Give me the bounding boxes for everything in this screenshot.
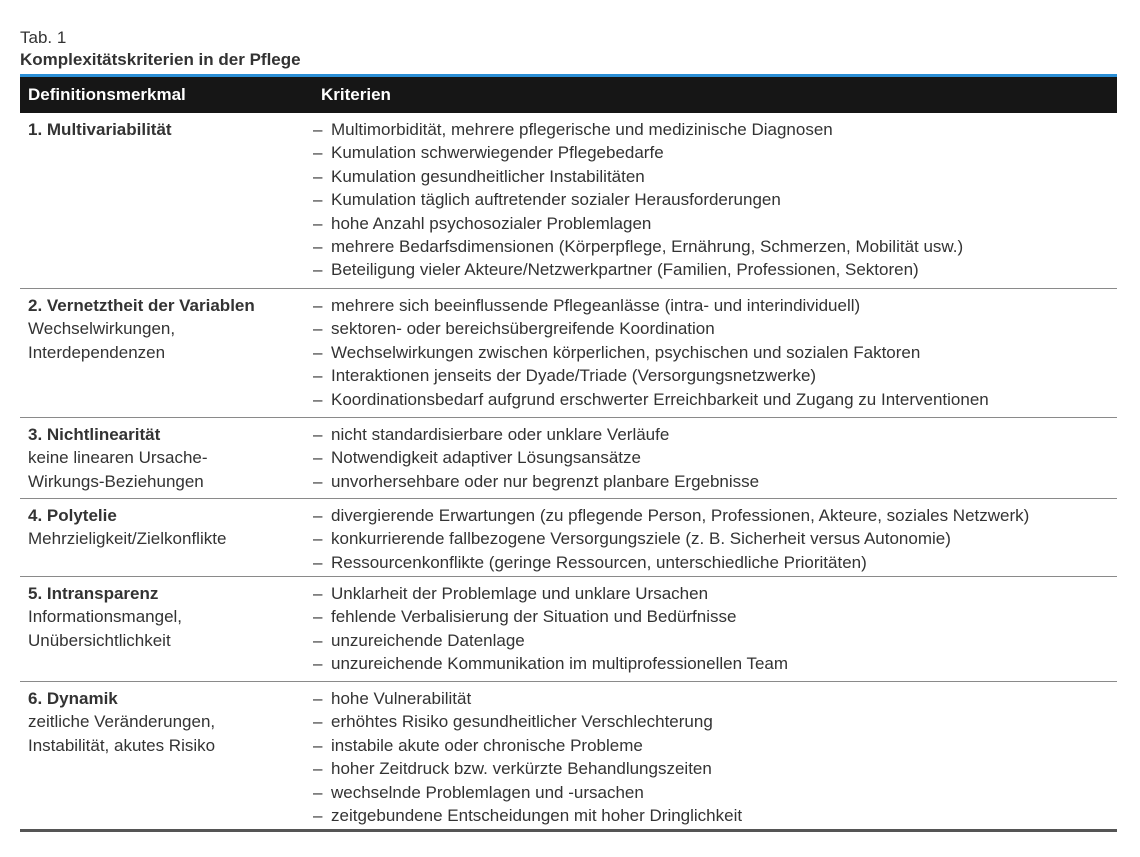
bullet-dash: – xyxy=(313,471,323,491)
definition-cell xyxy=(20,118,313,288)
bullet-dash: – xyxy=(313,296,323,315)
definition-subtitle: Interdependenzen xyxy=(28,342,166,362)
criteria-text: fehlende Verbalisierung der Situation und Bedürfnisse xyxy=(331,607,737,627)
criteria-item xyxy=(313,551,1117,574)
criteria-cell xyxy=(313,687,1117,834)
criteria-text: unvorhersehbare oder nur begrenzt planbare Ergebnisse xyxy=(331,471,760,491)
criteria-text: Notwendigkeit adaptiver Lösungsansätze xyxy=(331,448,641,468)
criteria-text: Ressourcenkonflikte (geringe Ressourcen, unterschiedliche Prioritäten) xyxy=(331,552,867,572)
bullet-dash: – xyxy=(313,190,323,210)
criteria-item xyxy=(313,652,1117,675)
criteria-text: konkurrierende fallbezogene Versorgungsziele (z. B. Sicherheit versus Autonomie) xyxy=(331,529,951,549)
bullet-dash: – xyxy=(313,260,323,280)
table-header xyxy=(20,77,1117,113)
criteria-item xyxy=(313,504,1117,527)
table-row xyxy=(20,682,1117,834)
criteria-item xyxy=(313,687,1117,710)
bullet-dash: – xyxy=(313,366,323,386)
criteria-item xyxy=(313,118,1117,141)
criteria-text: hohe Vulnerabilität xyxy=(331,689,472,708)
criteria-item xyxy=(313,388,1117,411)
definition-subtitle: Instabilität, akutes Risiko xyxy=(28,735,216,755)
bullet-dash: – xyxy=(313,529,323,549)
definition-subtitle: Mehrzieligkeit/Zielkonflikte xyxy=(28,529,227,549)
table-row xyxy=(20,499,1117,577)
criteria-item xyxy=(313,141,1117,164)
criteria-item xyxy=(313,317,1117,340)
table-row xyxy=(20,113,1117,289)
table-row xyxy=(20,418,1117,499)
criteria-text: hoher Zeitdruck bzw. verkürzte Behandlungszeiten xyxy=(331,759,712,779)
bullet-dash: – xyxy=(313,213,323,233)
criteria-item xyxy=(313,804,1117,827)
definition-subtitle: Unübersichtlichkeit xyxy=(28,630,171,650)
criteria-text: Kumulation gesundheitlicher Instabilitäten xyxy=(331,166,645,186)
table-row xyxy=(20,289,1117,418)
criteria-item xyxy=(313,470,1117,493)
criteria-text: Interaktionen jenseits der Dyade/Triade (Versorgungsnetzwerke) xyxy=(331,366,817,386)
criteria-cell xyxy=(313,582,1117,681)
criteria-text: mehrere sich beeinflussende Pflegeanlässe (intra- und interindividuell) xyxy=(331,296,861,315)
table-body xyxy=(20,113,1117,834)
criteria-text: Koordinationsbedarf aufgrund erschwerter Erreichbarkeit und Zugang zu Interventionen xyxy=(331,389,989,409)
definition-title: 6. Dynamik xyxy=(28,689,118,708)
bullet-dash: – xyxy=(313,607,323,627)
criteria-item xyxy=(313,605,1117,628)
bullet-dash: – xyxy=(313,735,323,755)
definition-cell xyxy=(20,582,313,681)
criteria-item xyxy=(313,258,1117,281)
bullet-dash: – xyxy=(313,342,323,362)
definition-title: 1. Multivariabilität xyxy=(28,120,172,139)
table-caption xyxy=(20,27,301,71)
definition-title: 3. Nichtlinearität xyxy=(28,425,161,444)
criteria-text: erhöhtes Risiko gesundheitlicher Verschlechterung xyxy=(331,712,713,732)
bullet-dash: – xyxy=(313,506,323,525)
bullet-dash: – xyxy=(313,319,323,339)
definition-cell xyxy=(20,423,313,498)
criteria-item xyxy=(313,710,1117,733)
bullet-dash: – xyxy=(313,806,323,826)
definition-subtitle: keine linearen Ursache- xyxy=(28,448,208,468)
criteria-item xyxy=(313,446,1117,469)
definition-subtitle: Wechselwirkungen, xyxy=(28,319,176,339)
bullet-dash: – xyxy=(313,584,323,603)
criteria-item xyxy=(313,341,1117,364)
criteria-item xyxy=(313,165,1117,188)
criteria-text: instabile akute oder chronische Probleme xyxy=(331,735,643,755)
bullet-dash: – xyxy=(313,654,323,674)
criteria-cell xyxy=(313,294,1117,417)
criteria-item xyxy=(313,235,1117,258)
bullet-dash: – xyxy=(313,237,323,257)
criteria-text: Multimorbidität, mehrere pflegerische und medizinische Diagnosen xyxy=(331,120,833,139)
bullet-dash: – xyxy=(313,759,323,779)
criteria-item xyxy=(313,188,1117,211)
bullet-dash: – xyxy=(313,120,323,139)
criteria-text: Kumulation schwerwiegender Pflegebedarfe xyxy=(331,143,664,163)
criteria-item xyxy=(313,527,1117,550)
table-row xyxy=(20,577,1117,682)
definition-title: 4. Polytelie xyxy=(28,506,117,525)
criteria-cell xyxy=(313,504,1117,576)
table-number: Tab. 1 xyxy=(20,28,67,47)
definition-cell xyxy=(20,294,313,417)
bullet-dash: – xyxy=(313,552,323,572)
criteria-item xyxy=(313,364,1117,387)
criteria-text: zeitgebundene Entscheidungen mit hoher Dringlichkeit xyxy=(331,806,743,826)
criteria-item xyxy=(313,757,1117,780)
criteria-text: wechselnde Problemlagen und -ursachen xyxy=(331,782,644,802)
table-title: Komplexitätskriterien in der Pflege xyxy=(20,50,301,69)
header-definitionsmerkmal: Definitionsmerkmal xyxy=(28,85,186,104)
bullet-dash: – xyxy=(313,630,323,650)
criteria-cell xyxy=(313,423,1117,498)
bullet-dash: – xyxy=(313,143,323,163)
criteria-text: unzureichende Kommunikation im multiprofessionellen Team xyxy=(331,654,789,674)
bullet-dash: – xyxy=(313,712,323,732)
criteria-text: nicht standardisierbare oder unklare Verläufe xyxy=(331,425,670,444)
criteria-item xyxy=(313,629,1117,652)
criteria-item xyxy=(313,423,1117,446)
bullet-dash: – xyxy=(313,425,323,444)
definition-title: 5. Intransparenz xyxy=(28,584,159,603)
bullet-dash: – xyxy=(313,389,323,409)
criteria-text: mehrere Bedarfsdimensionen (Körperpflege, Ernährung, Schmerzen, Mobilität usw.) xyxy=(331,237,964,257)
definition-subtitle: zeitliche Veränderungen, xyxy=(28,712,216,732)
bullet-dash: – xyxy=(313,166,323,186)
criteria-text: unzureichende Datenlage xyxy=(331,630,525,650)
criteria-text: divergierende Erwartungen (zu pflegende Person, Professionen, Akteure, soziales Netzwerk) xyxy=(331,506,1030,525)
criteria-item xyxy=(313,582,1117,605)
criteria-text: sektoren- oder bereichsübergreifende Koordination xyxy=(331,319,715,339)
definition-subtitle: Informationsmangel, xyxy=(28,607,183,627)
criteria-item xyxy=(313,734,1117,757)
criteria-item xyxy=(313,212,1117,235)
bottom-rule xyxy=(20,829,1117,832)
header-kriterien: Kriterien xyxy=(321,85,391,104)
definition-title: 2. Vernetztheit der Variablen xyxy=(28,296,255,315)
criteria-text: Beteiligung vieler Akteure/Netzwerkpartner (Familien, Professionen, Sektoren) xyxy=(331,260,919,280)
bullet-dash: – xyxy=(313,782,323,802)
definition-cell xyxy=(20,504,313,576)
definition-cell xyxy=(20,687,313,834)
definition-subtitle: Wirkungs-Beziehungen xyxy=(28,471,204,491)
criteria-item xyxy=(313,294,1117,317)
criteria-text: Unklarheit der Problemlage und unklare Ursachen xyxy=(331,584,709,603)
criteria-cell xyxy=(313,118,1117,288)
bullet-dash: – xyxy=(313,448,323,468)
criteria-text: Kumulation täglich auftretender sozialer Herausforderungen xyxy=(331,190,781,210)
criteria-text: Wechselwirkungen zwischen körperlichen, psychischen und sozialen Faktoren xyxy=(331,342,921,362)
criteria-text: hohe Anzahl psychosozialer Problemlagen xyxy=(331,213,652,233)
criteria-table xyxy=(20,77,1117,834)
bullet-dash: – xyxy=(313,689,323,708)
criteria-item xyxy=(313,781,1117,804)
